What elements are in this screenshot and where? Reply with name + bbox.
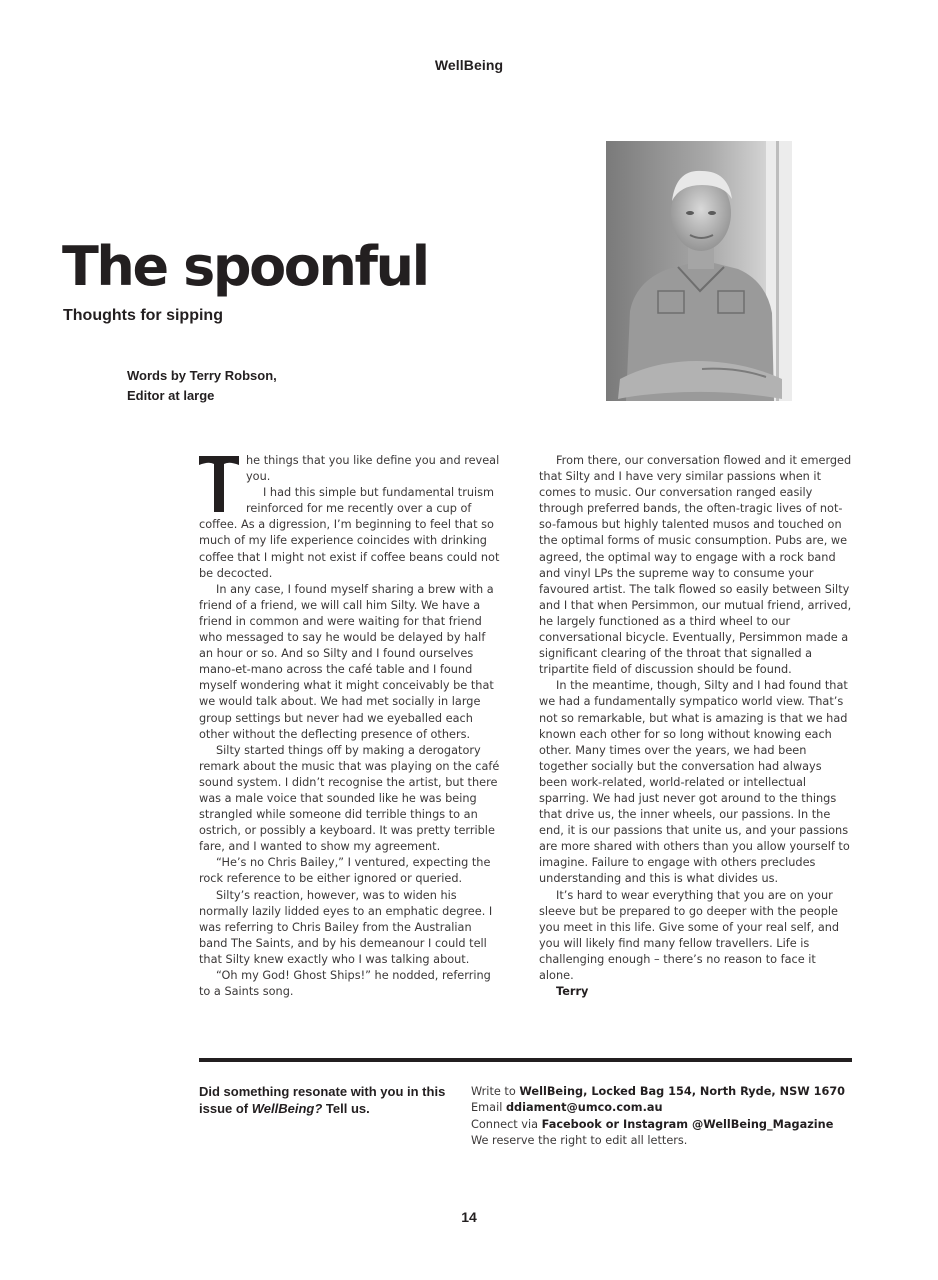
article-paragraph: “Oh my God! Ghost Ships!” he nodded, referring to a Saints song. bbox=[199, 969, 491, 999]
author-portrait-photo bbox=[606, 141, 792, 401]
article-paragraph: I had this simple but fundamental truism reinforced for me recently over a cup of coffee. As a digression, I’m beginning to feel that so much of my life experience coincides with drinking coffee that I might not exist if coffee beans could not be decocted. bbox=[199, 486, 500, 580]
postal-address: WellBeing, Locked Bag 154, North Ryde, NSW 1670 bbox=[519, 1085, 846, 1098]
byline-author: Words by Terry Robson, bbox=[127, 368, 277, 383]
article-paragraph: From there, our conversation flowed and it emerged that Silty and I have very similar passions when it comes to music. Our conversation ranged easily through preferred bands, the often-tragic lives of not-so-famous but highly talented musos and touched on the optimal forms of music consumption. Pubs are, we agreed, the optimal way to engage with a rock band and vinyl LPs the supreme way to consume your favoured artist. The talk flowed so easily between Silty and I that when Persimmon, our mutual friend, arrived, he largely functioned as a third wheel to our conversational bicycle. Eventually, Persimmon made a significant clearing of the throat that signalled a tripartite field of discussion should be found. bbox=[539, 454, 852, 677]
article-column-left bbox=[199, 453, 502, 1000]
byline-role: Editor at large bbox=[127, 388, 215, 403]
email-line: Email ddiament@umco.com.au bbox=[471, 1101, 663, 1115]
drop-cap-text: T bbox=[218, 495, 220, 497]
contact-details bbox=[471, 1084, 851, 1149]
social-handles[interactable]: Facebook or Instagram @WellBeing_Magazine bbox=[541, 1117, 834, 1131]
email-link[interactable]: ddiament@umco.com.au bbox=[505, 1101, 663, 1115]
article-paragraph: It’s hard to wear everything that you are on your sleeve but be prepared to go deeper with the people you meet in this life. Give some of your real self, and you will likely find many fellow travellers. Life is challenging enough – there’s no reason to face it alone. bbox=[539, 888, 840, 982]
drop-cap-letter-t bbox=[199, 456, 239, 512]
article-paragraph: Silty started things off by making a derogatory remark about the music that was playing on the café sound system. I didn’t recognise the artist, but there was a male voice that sounded like he was being strangled while someone did terrible things to an ostrich, or possibly a keyboard. It was pretty terrible fare, and I wanted to show my agreement. bbox=[199, 743, 500, 854]
article-paragraph: Silty’s reaction, however, was to widen his normally lazily lidded eyes to an emphatic degree. I was referring to Chris Bailey from the Australian band The Saints, and by his demeanour I could tell that Silty knew exactly who I was talking about. bbox=[199, 888, 493, 966]
page-number: 14 bbox=[461, 1209, 477, 1225]
article-paragraph: In any case, I found myself sharing a brew with a friend of a friend, we will call him Silty. We have a friend in common and were waiting for that friend who messaged to say he would be delayed by half an hour or so. And so Silty and I found ourselves mano-et-mano across the café table and I found myself wondering what it might conceivably be that we would talk about. We had met socially in large group settings but never had we eyeballed each other without the deflecting presence of others. bbox=[199, 582, 494, 741]
magazine-name: WellBeing? bbox=[251, 1101, 323, 1116]
article-title: The spoonful bbox=[62, 235, 428, 298]
article-subtitle: Thoughts for sipping bbox=[63, 307, 223, 324]
article-paragraph: “He’s no Chris Bailey,” I ventured, expecting the rock reference to be either ignored or queried. bbox=[199, 856, 491, 886]
article-column-right bbox=[539, 453, 852, 1000]
editing-disclaimer: We reserve the right to edit all letters. bbox=[471, 1133, 688, 1147]
byline bbox=[127, 366, 277, 406]
footer-divider bbox=[199, 1058, 852, 1062]
article-paragraph: T he things that you like define you and reveal you. bbox=[199, 453, 502, 485]
article-paragraph: In the meantime, though, Silty and I had found that we had a fundamentally sympatico world view. That’s not so remarkable, but what is amazing is that we had known each other for so long without knowing each other. Many times over the years, we had been together socially but the conversation had always been work-related, world-related or intellectual sparring. We had just never got around to the things that drive us, the inner wheels, our passions. In the end, it is our passions that unite us, and your passions are more shared with others than you allow yourself to imagine. Failure to engage with others precludes understanding and this is what divides us. bbox=[539, 679, 850, 886]
feedback-prompt: Did something resonate with you in this issue of WellBeing? Tell us. bbox=[199, 1084, 446, 1116]
author-signature: Terry bbox=[556, 985, 589, 999]
masthead: WellBeing bbox=[434, 57, 504, 73]
postal-address-line: Write to WellBeing, Locked Bag 154, North Ryde, NSW 1670 bbox=[471, 1085, 846, 1098]
social-line: Connect via Facebook or Instagram @WellBeing_Magazine bbox=[471, 1117, 834, 1131]
